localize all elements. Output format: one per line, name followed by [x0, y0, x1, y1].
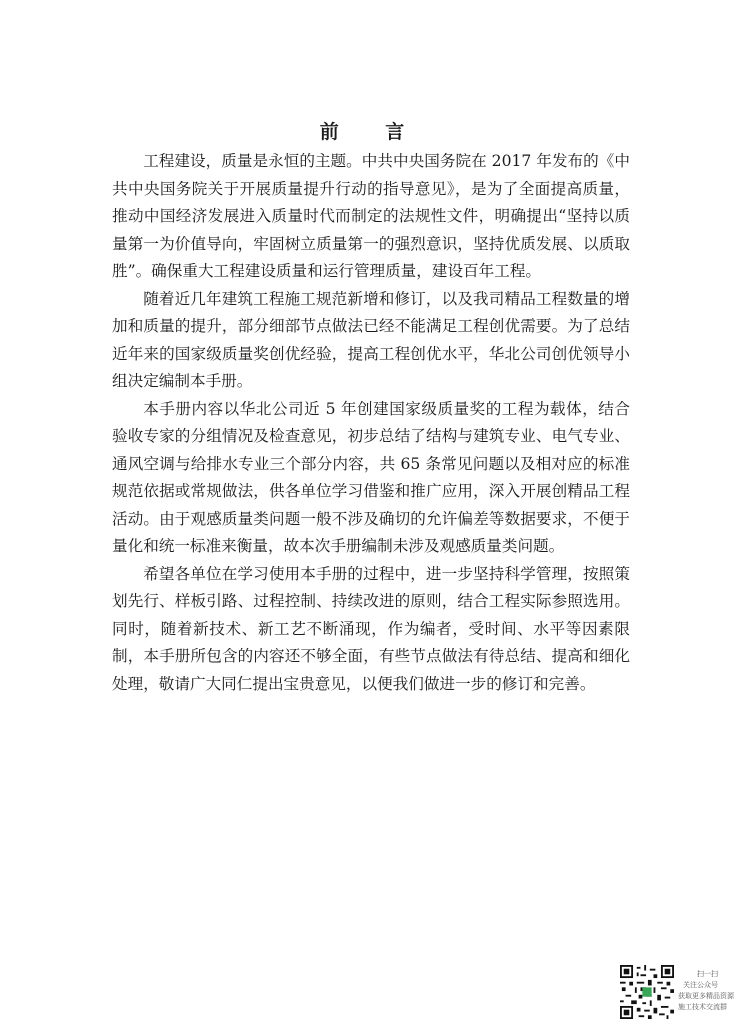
paragraph: 随着近几年建筑工程施工规范新增和修订，以及我司精品工程数量的增加和质量的提升，部分细部节点做法已经不能满足工程创优需要。为了总结近年来的国家级质量奖创优经验，提高工程创优水平，华北公司创优领导小组决定编制本手册。: [112, 289, 630, 390]
qr-caption-line: 扫一扫: [697, 970, 718, 978]
paragraph: 工程建设，质量是永恒的主题。中共中央国务院在 2017 年发布的《中共中央国务院关于开展质量提升行动的指导意见》，是为了全面提高质量，推动中国经济发展进入质量时代而制定的法规性文件，明确提出“坚持以质量第一为价值导向，牢固树立质量第一的强烈意识，坚持优质发展、以质取胜”。确保重大工程建设质量和运行管理质量，建设百年工程。: [112, 152, 630, 280]
qr-caption-line: 获取更多精品资源: [678, 992, 734, 1000]
qr-caption: [678, 969, 734, 1013]
qr-code-icon[interactable]: [620, 965, 674, 1019]
qr-caption-line: 关注公众号: [683, 981, 718, 989]
paragraph: 本手册内容以华北公司近 5 年创建国家级质量奖的工程为载体，结合验收专家的分组情况及检查意见，初步总结了结构与建筑专业、电气专业、通风空调与给排水专业三个部分内容，共 65 条常见问题以及相对应的标准规范依据或常规做法，供各单位学习借鉴和推广应用，深入开展创精品工程活动。由于观感质量类问题一般不涉及确切的允许偏差等数据要求，不便于量化和统一标准来衡量，故本次手册编制未涉及观感质量类问题。: [112, 399, 630, 555]
page-title: 前 言: [319, 121, 425, 143]
preface-body: [112, 148, 630, 698]
qr-caption-line: 施工技术交流群: [678, 1003, 727, 1011]
paragraph: 希望各单位在学习使用本手册的过程中，进一步坚持科学管理，按照策划先行、样板引路、过程控制、持续改进的原则，结合工程实际参照选用。同时，随着新技术、新工艺不断涌现，作为编者，受时间、水平等因素限制，本手册所包含的内容还不够全面，有些节点做法有待总结、提高和细化处理，敬请广大同仁提出宝贵意见，以便我们做进一步的修订和完善。: [112, 564, 630, 693]
qr-code-block: [620, 965, 734, 1019]
